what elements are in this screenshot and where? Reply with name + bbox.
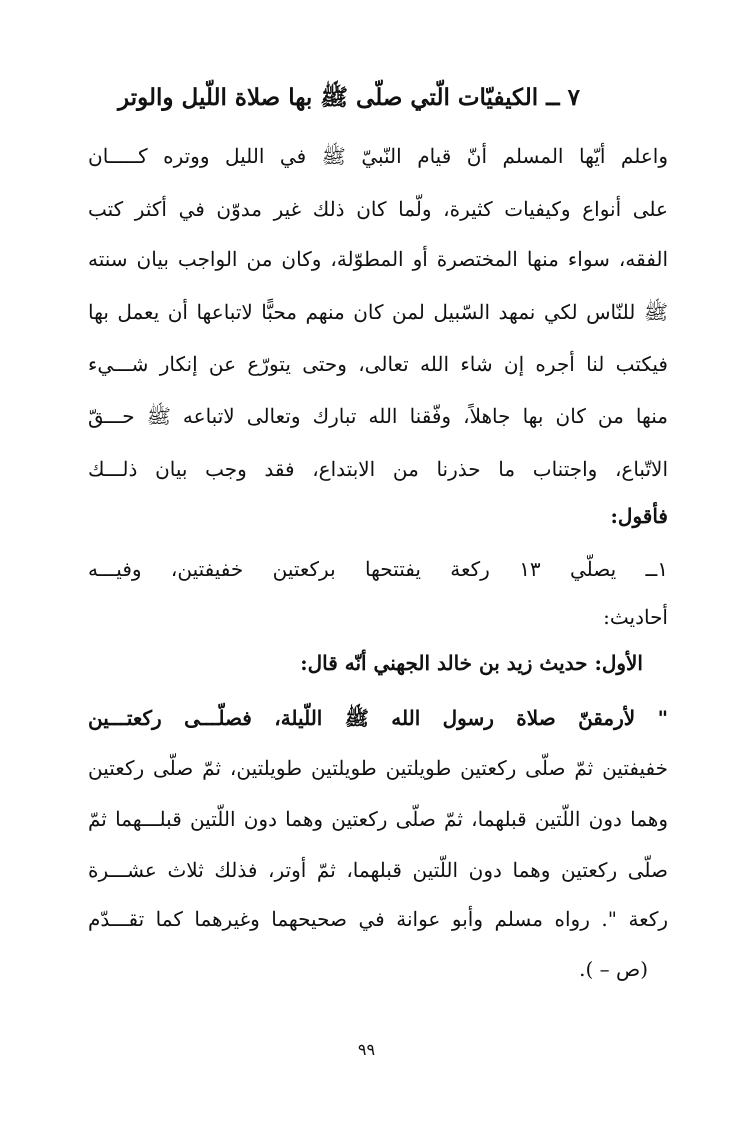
paragraph-line: أحاديث: — [603, 605, 668, 629]
paragraph-line: منها من كان بها جاهلاً، وفّقنا الله تبارك وتعالى لاتباعه ﷺ حـــقّ — [88, 404, 668, 428]
section-heading: ٧ ــ الكيفيّات الّتي صلّى ﷺ بها صلاة اللّيل والوتر — [118, 84, 580, 111]
hadith-quote-line: صلّى ركعتين وهما دون اللّتين قبلهما، ثمّ أوتر، فذلك ثلاث عشـــرة — [88, 858, 668, 882]
hadith-quote-line: خفيفتين ثمّ صلّى ركعتين طويلتين طويلتين طويلتين، ثمّ صلّى ركعتين — [88, 756, 668, 780]
hadith-quote-line: وهما دون اللّتين قبلهما، ثمّ صلّى ركعتين وهما دون اللّتين قبلـــهما ثمّ — [88, 807, 668, 831]
page-number: ٩٩ — [357, 1040, 376, 1059]
hadith-quote-line: ركعة ". رواه مسلم وأبو عوانة في صحيحهما وغيرهما كما تقـــدّم — [88, 907, 668, 931]
hadith-intro-line: الأول: حديث زيد بن خالد الجهني أنّه قال: — [300, 651, 643, 675]
paragraph-line: واعلم أيّها المسلم أنّ قيام النّبيّ ﷺ في الليل ووتره كـــــان — [88, 144, 668, 168]
list-item-line: ١ــ يصلّي ١٣ ركعة يفتتحها بركعتين خفيفتين، وفيـــه — [88, 557, 668, 581]
paragraph-line: فيكتب لنا أجره إن شاء الله تعالى، وحتى يتورّع عن إنكار شـــيء — [88, 352, 668, 376]
paragraph-line: على أنواع وكيفيات كثيرة، ولّما كان ذلك غير مدوّن في أكثر كتب — [88, 197, 668, 221]
paragraph-line: الفقه، سواء منها المختصرة أو المطوّلة، وكان من الواجب بيان سنته — [88, 247, 668, 271]
paragraph-line: الاتّباع، واجتناب ما حذرنا من الابتداع، فقد وجب بيان ذلـــك — [88, 457, 668, 481]
paragraph-line: فأقول: — [610, 504, 668, 528]
paragraph-line: ﷺ للنّاس لكي نمهد السّبيل لمن كان منهم محبًّا لاتباعها أن يعمل بها — [88, 300, 668, 324]
page-reference: (ص – ). — [579, 957, 648, 981]
hadith-quote-line: " لأرمقنّ صلاة رسول الله ﷺ اللّيلة، فصلّـــى ركعتـــين — [88, 706, 668, 730]
